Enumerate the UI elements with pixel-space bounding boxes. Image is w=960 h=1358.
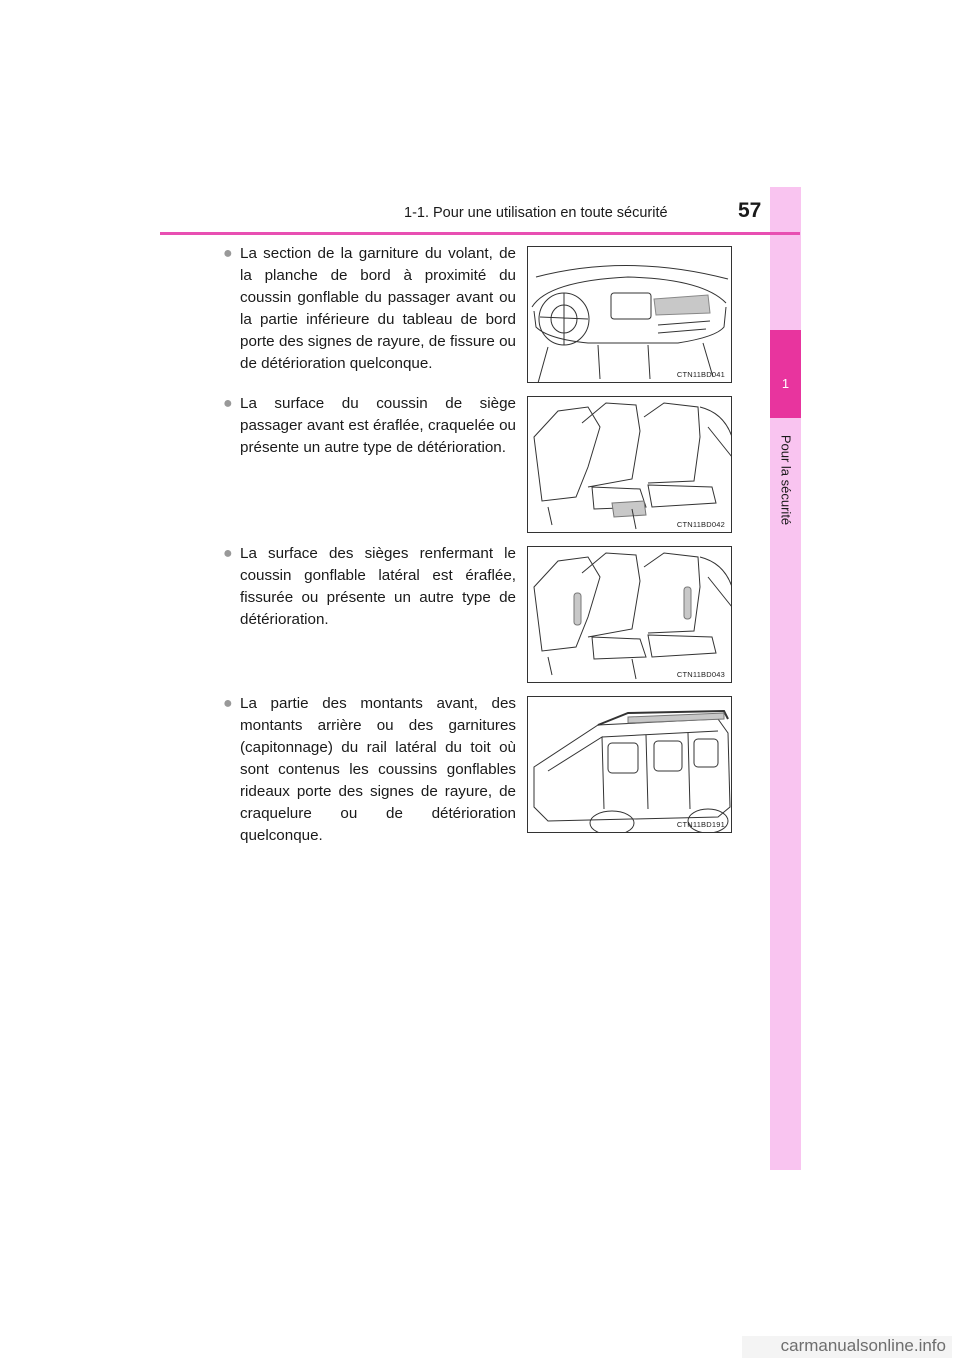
figure-code: CTN11BD042 xyxy=(676,520,725,529)
seat-cushion-illustration xyxy=(528,397,732,533)
watermark xyxy=(742,1336,952,1358)
header-rule xyxy=(160,232,800,235)
bullet-icon: ● xyxy=(223,245,233,262)
curtain-airbags-illustration xyxy=(528,697,732,833)
chapter-tab xyxy=(770,330,801,418)
list-item xyxy=(223,543,516,631)
chapter-label: Pour la sécurité xyxy=(778,434,794,526)
chapter-number: 1 xyxy=(781,376,790,391)
side-airbag-seats-illustration xyxy=(528,547,732,683)
figure-code: CTN11BD041 xyxy=(676,370,725,379)
bullet-icon: ● xyxy=(223,545,233,562)
list-item xyxy=(223,243,516,375)
figure-code: CTN11BD043 xyxy=(676,670,725,679)
bullet-icon: ● xyxy=(223,395,233,412)
bullet-icon: ● xyxy=(223,695,233,712)
item-text: La section de la garniture du volant, de la planche de bord à proximité du coussin gonflable du passager avant ou la partie inférieure du tableau de bord porte des signes de rayure, de fissure ou de détérioration quelconque. xyxy=(240,245,516,372)
watermark-text: carmanualsonline.info xyxy=(780,1336,946,1355)
figure-seat-cushion xyxy=(527,396,732,533)
list-item xyxy=(223,693,516,847)
figure-curtain-airbags xyxy=(527,696,732,833)
figure-dashboard xyxy=(527,246,732,383)
figure-code: CTN11BD191 xyxy=(676,820,725,829)
item-text: La partie des montants avant, des montants arrière ou des garnitures (capitonnage) du rail latéral du toit où sont contenus les coussins gonflables rideaux porte des signes de rayure, de craquelure ou de détérioration quelconque. xyxy=(240,695,516,844)
item-text: La surface des sièges renfermant le coussin gonflable latéral est éraflée, fissurée ou présente un autre type de détérioration. xyxy=(240,545,516,628)
item-text: La surface du coussin de siège passager avant est éraflée, craquelée ou présente un autre type de détérioration. xyxy=(240,395,516,456)
page-number: 57 xyxy=(738,199,762,222)
figure-side-airbag-seats xyxy=(527,546,732,683)
section-title: 1-1. Pour une utilisation en toute sécurité xyxy=(404,205,668,221)
list-item xyxy=(223,393,516,459)
dashboard-illustration xyxy=(528,247,732,383)
